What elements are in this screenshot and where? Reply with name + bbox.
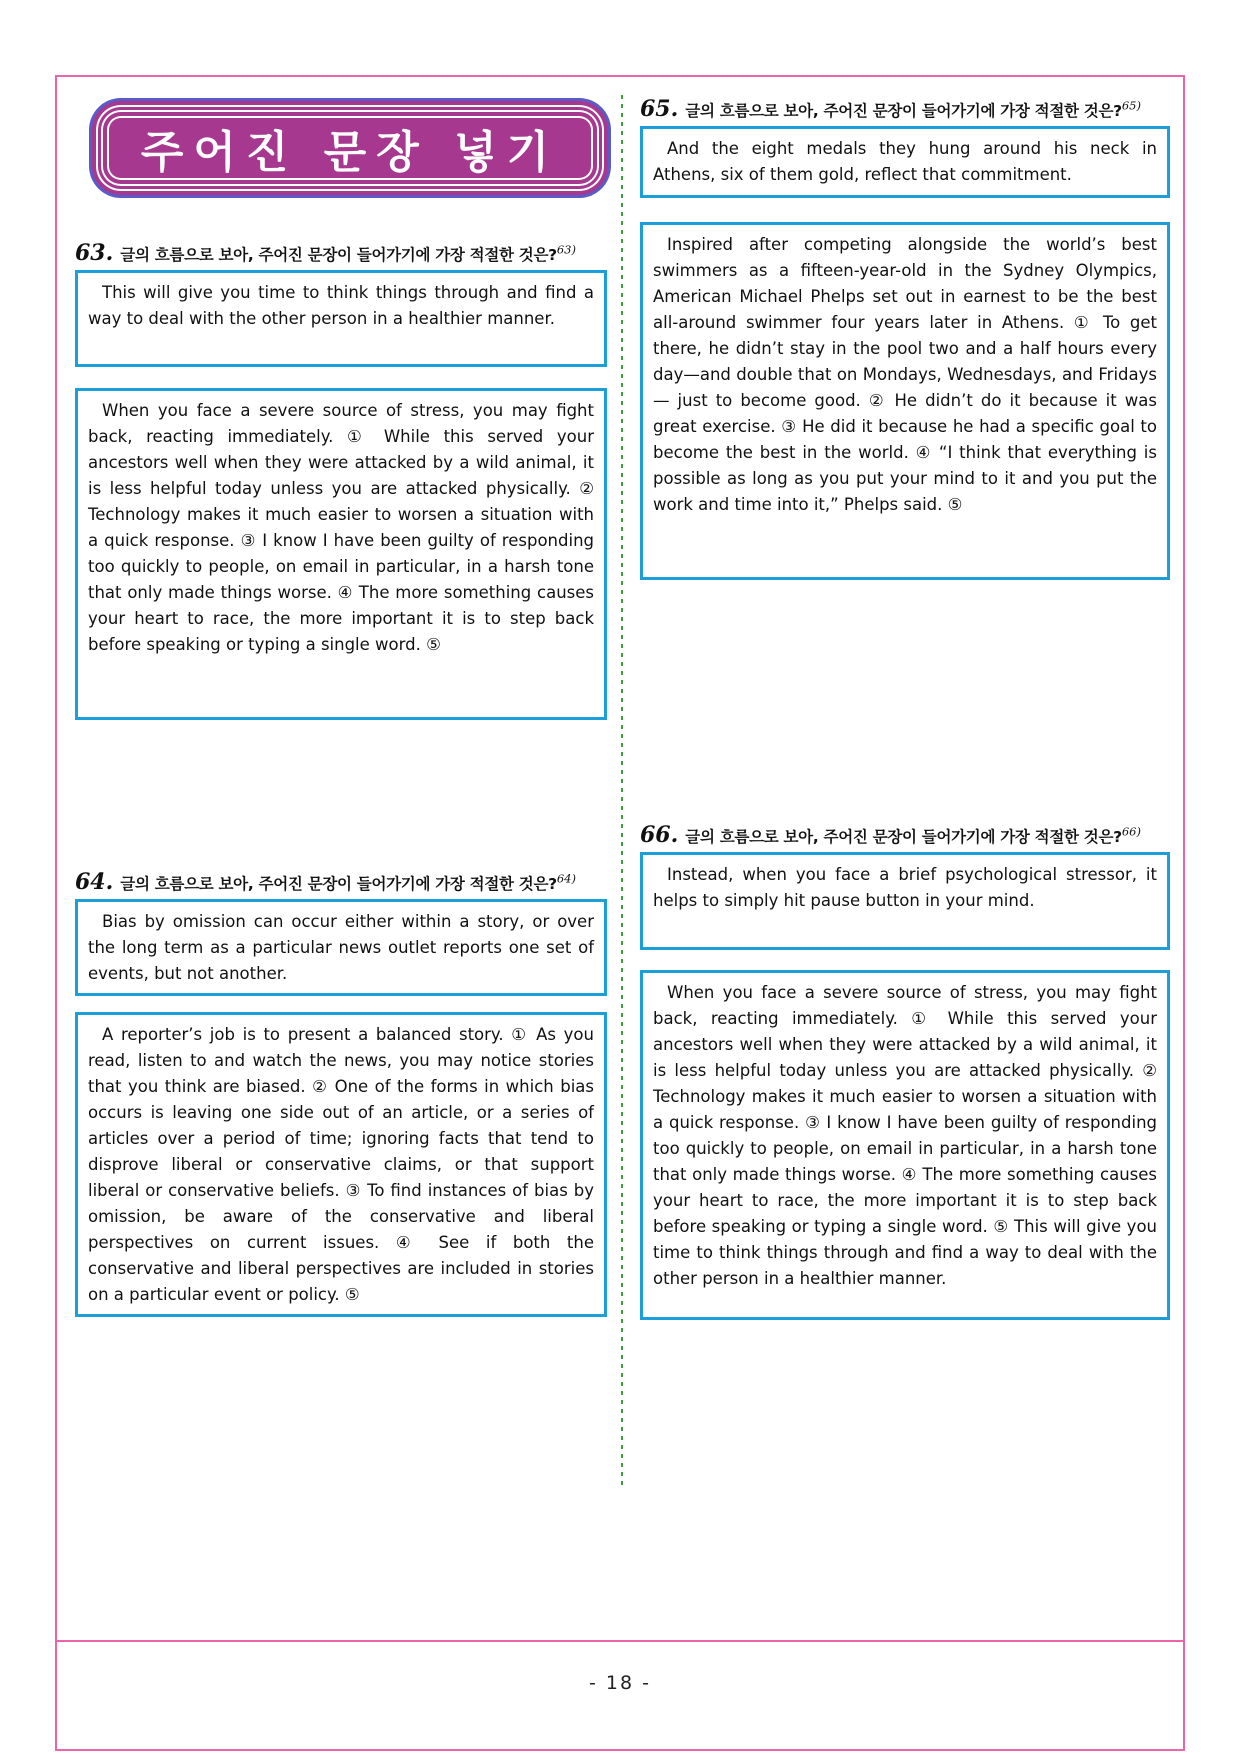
passage-text: When you face a severe source of stress, you may fight back, reacting immediately. ① While this served your ancestors well when they were attacked by a wild animal, it is less helpful today unless you are attacked physically. ② Technology makes it much easier to worsen a situation with a quick response. ③ I know I have been guilty of responding too quickly to people, on email in particular, in a harsh tone that only made things worse. ④ The more something causes your heart to race, the more important it is to step back before speaking or typing a single word. ⑤ This will give you time to think things through and find a way to deal with the other person in a healthier manner. [653, 983, 1157, 1288]
page-number: - 18 - [589, 1672, 651, 1694]
footer-divider-line [55, 1640, 1185, 1642]
question-63-header [75, 240, 576, 266]
question-number: 64. [75, 869, 114, 895]
question-63-passage-box [75, 388, 607, 720]
question-66-given-sentence-box [640, 852, 1170, 950]
question-66-header [640, 822, 1141, 848]
page-title [103, 112, 597, 184]
question-65-header [640, 96, 1141, 122]
question-63-given-sentence-box [75, 270, 607, 367]
question-prompt: 글의 흐름으로 보아, 주어진 문장이 들어가기에 가장 적절한 것은? [685, 828, 1122, 846]
footnote-ref: 65) [1121, 98, 1141, 113]
given-sentence-text: Instead, when you face a brief psychological stressor, it helps to simply hit pause button in your mind. [653, 865, 1157, 910]
passage-text: Inspired after competing alongside the world’s best swimmers as a fifteen-year-old in the Sydney Olympics, American Michael Phelps set out in earnest to be the best all-around swimmer four years later in Athens. ① To get there, he didn’t stay in the pool two and a half hours every day—and double that on Mondays, Wednesdays, and Fridays— just to become good. ② He didn’t do it because it was great exercise. ③ He did it because he had a specific goal to become the best in the world. ④ “I think that everything is possible as long as you put your mind to it and you put the work and time into it,” Phelps said. ⑤ [653, 235, 1157, 514]
column-divider [621, 95, 623, 1490]
question-65-passage-box [640, 222, 1170, 580]
question-64-given-sentence-box [75, 899, 607, 996]
given-sentence-text: This will give you time to think things through and find a way to deal with the other person in a healthier manner. [88, 283, 594, 328]
question-number: 63. [75, 240, 114, 266]
passage-text: A reporter’s job is to present a balanced story. ① As you read, listen to and watch the news, you may notice stories that you think are biased. ② One of the forms in which bias occurs is leaving one side out of an article, or a series of articles over a period of time; ignoring facts that tend to disprove liberal or conservative claims, or that support liberal or conservative beliefs. ③ To find instances of bias by omission, be aware of the conservative and liberal perspectives on current issues. ④ See if both the conservative and liberal perspectives are included in stories on a particular event or policy. ⑤ [88, 1025, 594, 1304]
footnote-ref: 63) [556, 242, 576, 257]
question-prompt: 글의 흐름으로 보아, 주어진 문장이 들어가기에 가장 적절한 것은? [685, 102, 1122, 120]
question-prompt: 글의 흐름으로 보아, 주어진 문장이 들어가기에 가장 적절한 것은? [120, 875, 557, 893]
question-64-passage-box [75, 1012, 607, 1317]
question-64-header [75, 869, 576, 895]
question-66-passage-box [640, 970, 1170, 1320]
given-sentence-text: And the eight medals they hung around his neck in Athens, six of them gold, reflect that commitment. [653, 139, 1157, 184]
question-number: 66. [640, 822, 679, 848]
page-title-text: 주어진 문장 넣기 [140, 127, 560, 178]
passage-text: When you face a severe source of stress, you may fight back, reacting immediately. ① While this served your ancestors well when they were attacked by a wild animal, it is less helpful today unless you are attacked physically. ② Technology makes it much easier to worsen a situation with a quick response. ③ I know I have been guilty of responding too quickly to people, on email in particular, in a harsh tone that only made things worse. ④ The more something causes your heart to race, the more important it is to step back before speaking or typing a single word. ⑤ [88, 401, 594, 654]
given-sentence-text: Bias by omission can occur either within a story, or over the long term as a particular news outlet reports one set of events, but not another. [88, 912, 594, 983]
question-65-given-sentence-box [640, 126, 1170, 198]
question-number: 65. [640, 96, 679, 122]
footnote-ref: 64) [556, 871, 576, 886]
question-prompt: 글의 흐름으로 보아, 주어진 문장이 들어가기에 가장 적절한 것은? [120, 246, 557, 264]
footnote-ref: 66) [1121, 824, 1141, 839]
